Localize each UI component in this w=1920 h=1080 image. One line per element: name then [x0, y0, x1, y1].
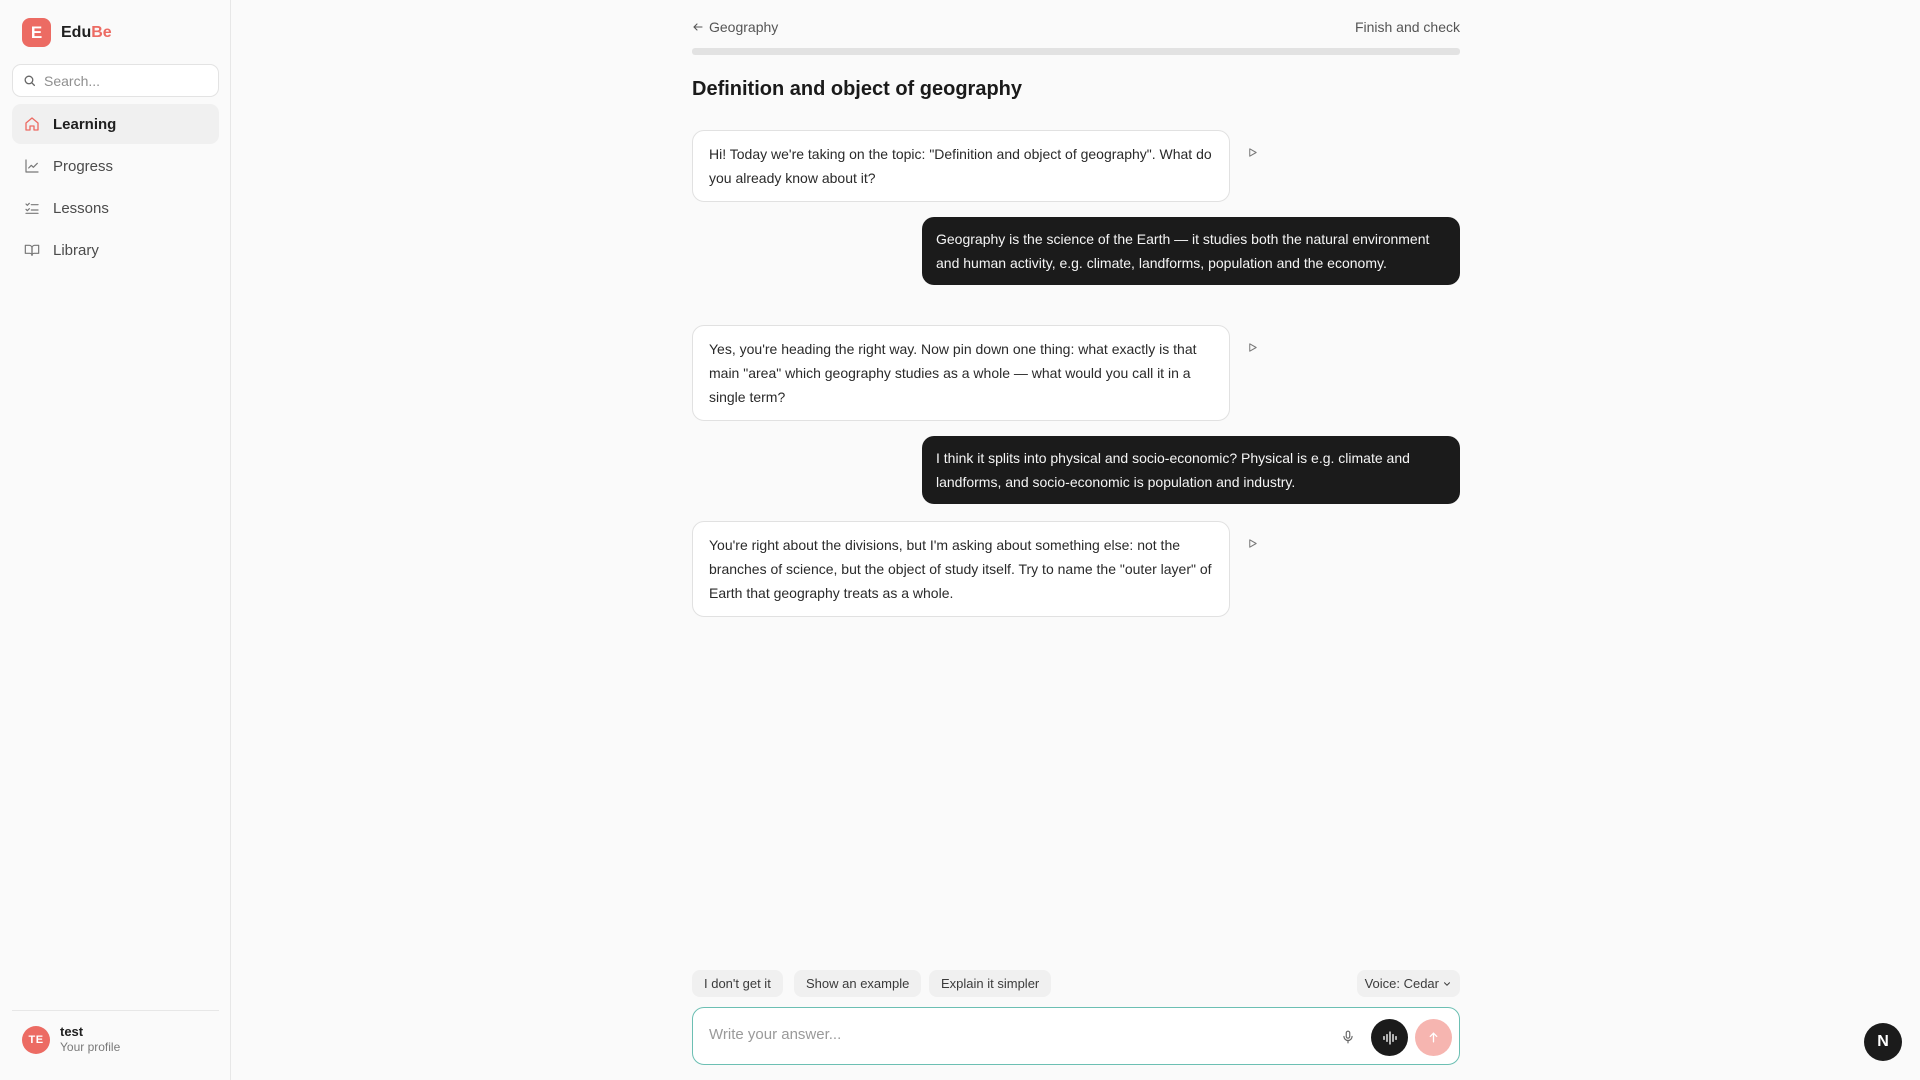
back-link[interactable] [692, 19, 778, 35]
play-audio-button[interactable] [1242, 337, 1262, 357]
sidebar-item-label: Learning [53, 115, 117, 133]
quick-reply-dont-get-it[interactable]: I don't get it [692, 970, 783, 997]
arrow-left-icon [692, 21, 704, 33]
quick-reply-show-example[interactable]: Show an example [794, 970, 921, 997]
profile-name: test [60, 1024, 84, 1039]
sidebar [0, 0, 231, 1080]
sidebar-item-label: Progress [53, 157, 114, 175]
logo-mark-icon: E [22, 18, 51, 47]
play-icon [1247, 538, 1258, 549]
arrow-up-icon [1427, 1031, 1440, 1044]
voice-select[interactable] [1357, 970, 1460, 997]
topbar [692, 16, 1460, 38]
assistant-message: You're right about the divisions, but I'm asking about something else: not the branches of science, but the object of study itself. Try to name the "outer layer" of Earth that geography treats as a whole. [692, 521, 1230, 617]
chevron-down-icon [1442, 979, 1452, 989]
voice-label: Voice: Cedar [1364, 976, 1439, 991]
microphone-icon [1341, 1029, 1355, 1045]
back-label: Geography [709, 19, 779, 35]
corner-badge-button[interactable]: N [1864, 1023, 1902, 1061]
search-box[interactable] [12, 64, 219, 97]
sidebar-item-progress[interactable] [12, 146, 219, 186]
play-icon [1247, 342, 1258, 353]
user-message: I think it splits into physical and socio-economic? Physical is e.g. climate and landforms, and socio-economic is population and industry. [922, 436, 1460, 504]
avatar: TE [22, 1026, 50, 1054]
finish-and-check-button[interactable]: Finish and check [1354, 19, 1460, 35]
assistant-message: Hi! Today we're taking on the topic: "Definition and object of geography". What do you already know about it? [692, 130, 1230, 202]
book-open-icon [24, 242, 40, 258]
brand-name: EduBe [61, 23, 112, 41]
quick-replies [692, 970, 1460, 997]
brand-logo[interactable] [22, 18, 112, 47]
lesson-chat [692, 0, 1460, 1080]
list-checks-icon [24, 200, 40, 216]
profile-subtitle: Your profile [60, 1040, 121, 1054]
microphone-button[interactable] [1339, 1027, 1357, 1047]
sidebar-nav [12, 104, 219, 272]
sidebar-item-lessons[interactable] [12, 188, 219, 228]
profile-link[interactable] [22, 1024, 120, 1055]
divider [12, 1010, 219, 1011]
chart-line-icon [24, 158, 40, 174]
audio-waveform-icon [1382, 1030, 1398, 1046]
sidebar-item-label: Lessons [53, 199, 109, 217]
voice-mode-button[interactable] [1371, 1019, 1408, 1056]
play-audio-button[interactable] [1242, 142, 1262, 162]
sidebar-item-library[interactable] [12, 230, 219, 270]
answer-input[interactable] [709, 1026, 1309, 1043]
lesson-progress-bar [692, 48, 1460, 55]
user-message: Geography is the science of the Earth — it studies both the natural environment and human activity, e.g. climate, landforms, population and the economy. [922, 217, 1460, 285]
sidebar-item-learning[interactable] [12, 104, 219, 144]
home-icon [24, 116, 40, 132]
answer-composer [692, 1007, 1460, 1065]
lesson-progress-fill [692, 48, 1460, 55]
play-icon [1247, 147, 1258, 158]
search-icon [23, 74, 36, 87]
send-button[interactable] [1415, 1019, 1452, 1056]
sidebar-item-label: Library [53, 241, 99, 259]
play-audio-button[interactable] [1242, 533, 1262, 553]
search-input[interactable] [44, 73, 214, 89]
quick-reply-explain-simpler[interactable]: Explain it simpler [929, 970, 1051, 997]
page-title: Definition and object of geography [692, 78, 1022, 100]
assistant-message: Yes, you're heading the right way. Now pin down one thing: what exactly is that main "area" which geography studies as a whole — what would you call it in a single term? [692, 325, 1230, 421]
